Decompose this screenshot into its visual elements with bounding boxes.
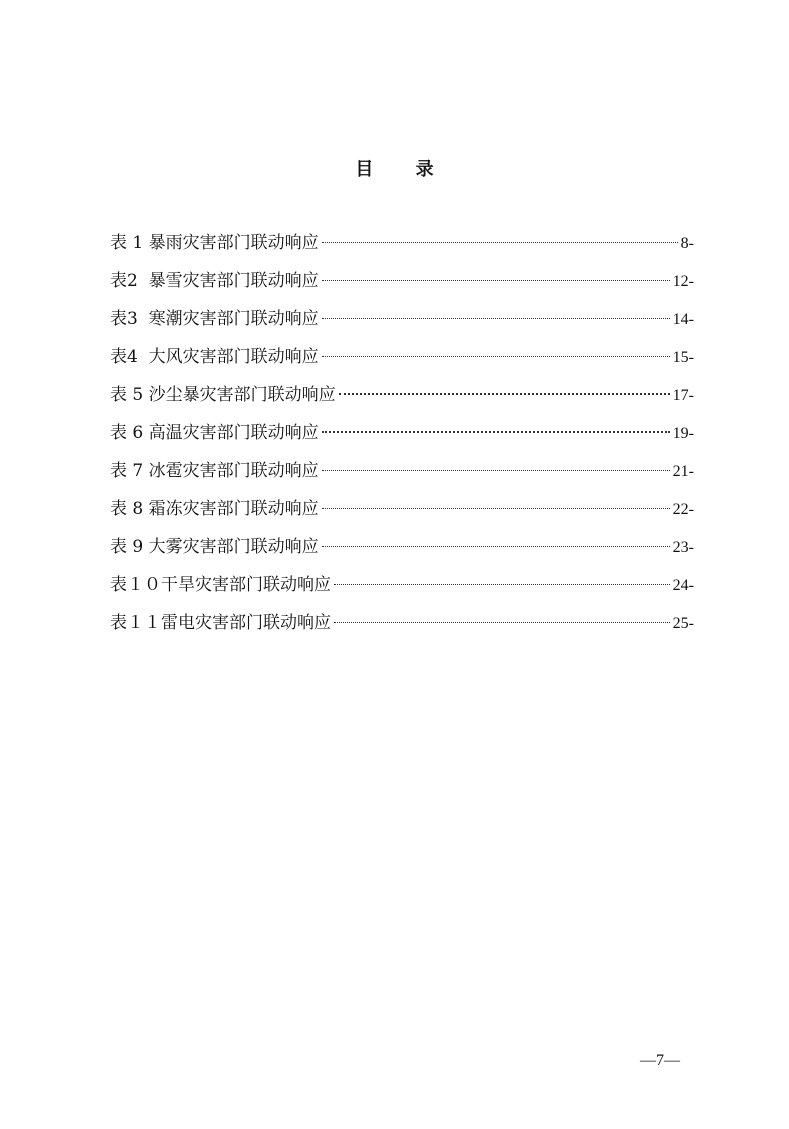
toc-entry-page: 8-: [680, 235, 694, 252]
toc-entry[interactable]: [110, 228, 694, 266]
table-of-contents: [110, 228, 694, 646]
toc-entry[interactable]: [110, 532, 694, 570]
toc-entry[interactable]: [110, 494, 694, 532]
toc-entry-page: 12-: [672, 273, 694, 290]
toc-entry-label: 表 9 大雾灾害部门联动响应: [110, 537, 319, 557]
toc-leader-dots: [322, 318, 670, 319]
toc-entry-page: 15-: [672, 349, 694, 366]
toc-leader-dots: [334, 622, 670, 623]
page-number: —7—: [640, 1052, 680, 1069]
toc-entry-label: 表4 大风灾害部门联动响应: [110, 347, 319, 367]
toc-entry-label: 表１０干旱灾害部门联动响应: [110, 575, 331, 595]
toc-entry[interactable]: [110, 608, 694, 646]
toc-entry-label: 表3 寒潮灾害部门联动响应: [110, 309, 319, 329]
toc-entry-page: 25-: [672, 615, 694, 632]
toc-entry-label: 表2 暴雪灾害部门联动响应: [110, 271, 319, 291]
toc-leader-dots: [322, 470, 670, 471]
toc-entry-page: 17-: [672, 387, 694, 404]
toc-entry-label: 表 7 冰雹灾害部门联动响应: [110, 461, 319, 481]
toc-entry-label: 表１１雷电灾害部门联动响应: [110, 613, 331, 633]
toc-entry[interactable]: [110, 570, 694, 608]
toc-entry[interactable]: [110, 380, 694, 418]
toc-title: 目 录: [355, 159, 452, 180]
toc-entry-label: 表 5 沙尘暴灾害部门联动响应: [110, 385, 336, 405]
toc-leader-dots: [322, 508, 670, 509]
toc-entry-label: 表 6 高温灾害部门联动响应: [110, 423, 319, 443]
toc-leader-dots: [322, 242, 678, 243]
toc-entry-page: 21-: [672, 463, 694, 480]
toc-leader-dots: [339, 393, 670, 395]
toc-entry-label: 表 8 霜冻灾害部门联动响应: [110, 499, 319, 519]
toc-entry[interactable]: [110, 418, 694, 456]
toc-entry[interactable]: [110, 304, 694, 342]
toc-entry-page: 19-: [672, 425, 694, 442]
toc-leader-dots: [334, 584, 670, 585]
toc-leader-dots: [322, 280, 670, 281]
toc-entry[interactable]: [110, 342, 694, 380]
toc-entry-page: 23-: [672, 539, 694, 556]
toc-entry-page: 24-: [672, 577, 694, 594]
toc-leader-dots: [322, 356, 670, 357]
toc-entry[interactable]: [110, 456, 694, 494]
toc-entry-label: 表 1 暴雨灾害部门联动响应: [110, 233, 319, 253]
toc-entry[interactable]: [110, 266, 694, 304]
toc-leader-dots: [322, 546, 670, 547]
toc-entry-page: 22-: [672, 501, 694, 518]
toc-entry-page: 14-: [672, 311, 694, 328]
toc-leader-dots: [322, 431, 670, 433]
